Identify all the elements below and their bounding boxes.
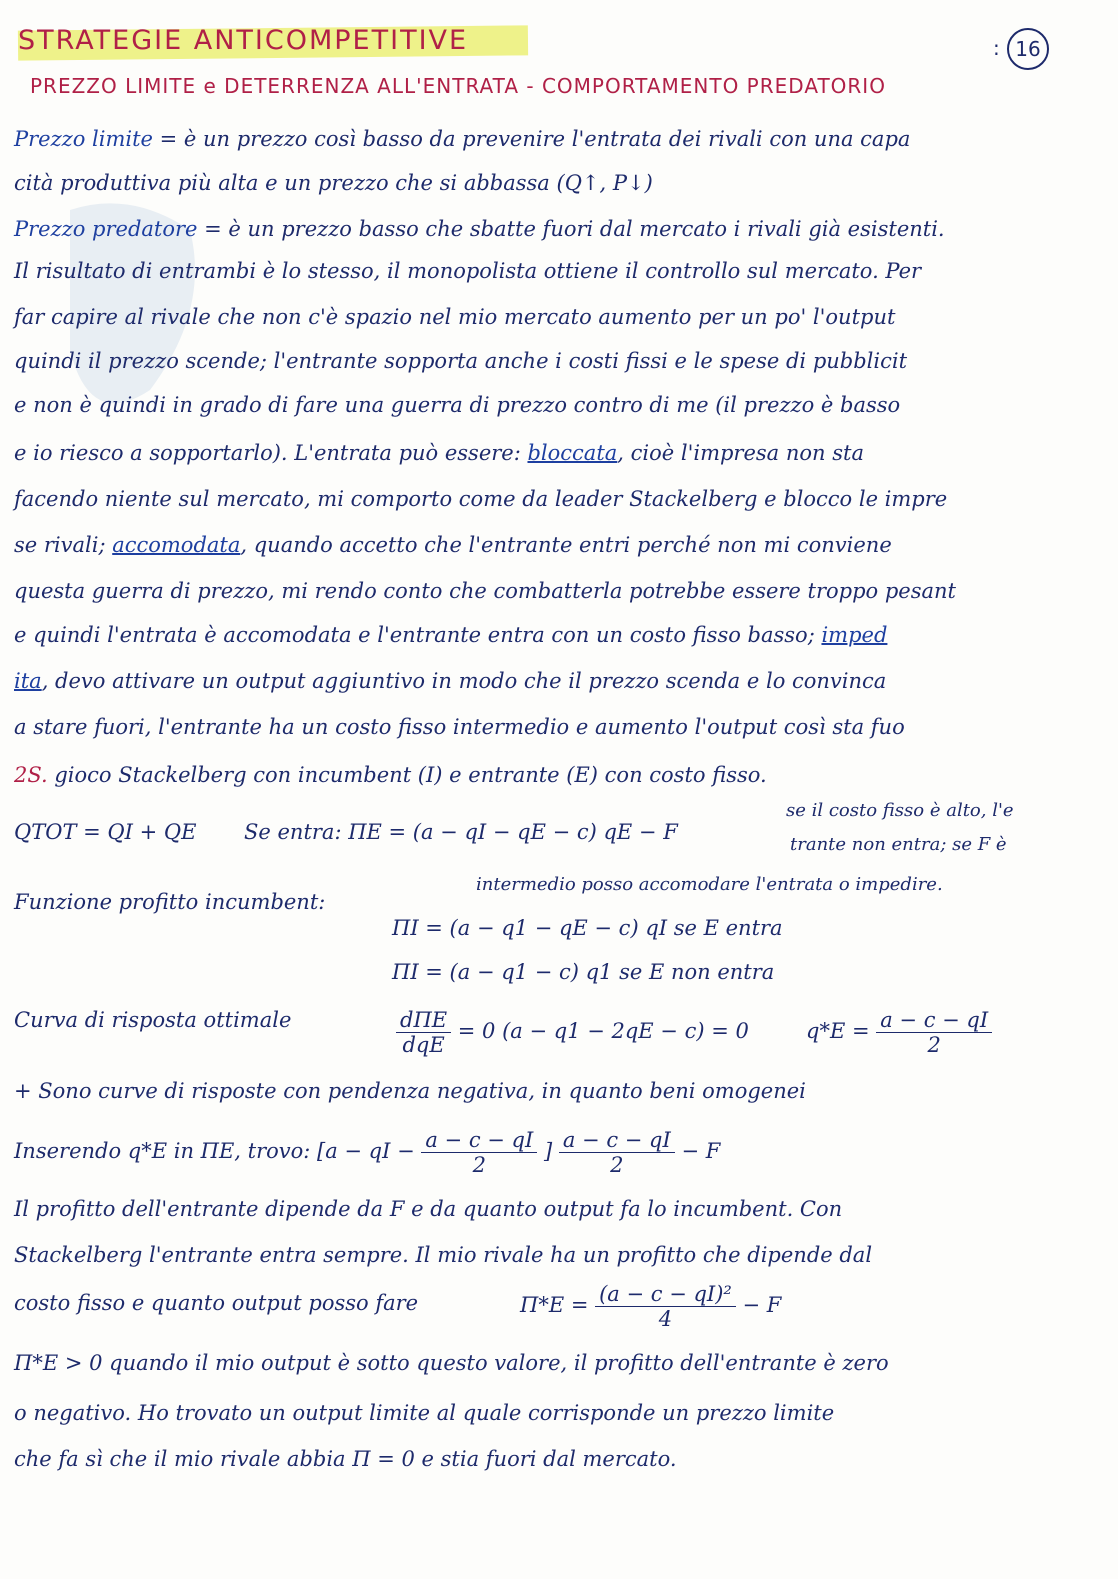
- section2-heading: [14, 762, 767, 788]
- line7-pre: se rivali;: [14, 533, 113, 557]
- entry-bloccata-desc: , cioè l'impresa non sta: [617, 441, 864, 465]
- insertion-formula: [14, 1128, 720, 1177]
- section-subtitle: PREZZO LIMITE e DETERRENZA ALL'ENTRATA - COMPORTAMENTO PREDATORIO: [30, 74, 886, 98]
- para2-line: Il profitto dell'entrante dipende da F e da quanto output fa lo incumbent. Con: [14, 1197, 843, 1221]
- para1-line: [14, 622, 887, 648]
- best-response-formula: [806, 1008, 992, 1057]
- best-den: 2: [927, 1033, 941, 1057]
- foc-derivative: [396, 1008, 451, 1057]
- para1-line: a stare fuori, l'entrante ha un costo fisso intermedio e aumento l'output così sta fuo: [14, 715, 905, 739]
- best-lhs: q*E =: [806, 1019, 870, 1043]
- final-fraction: [595, 1282, 736, 1331]
- para3-line: o negativo. Ho trovato un output limite al quale corrisponde un prezzo limite: [14, 1401, 835, 1425]
- line9-pre: e quindi l'entrata è accomodata e l'entrante entra con un costo fisso basso;: [14, 623, 822, 647]
- foc-formula: [396, 1008, 749, 1057]
- title-block: [18, 18, 468, 56]
- page-title: STRATEGIE ANTICOMPETITIVE: [18, 25, 469, 56]
- insert-frac2: [559, 1128, 675, 1177]
- para1-line: quindi il prezzo scende; l'entrante sopporta anche i costi fissi e le spese di pubblicit: [14, 349, 908, 373]
- def-predatore-line: [14, 216, 945, 242]
- foc-num: dΠE: [396, 1008, 451, 1033]
- insert-mid: ]: [543, 1139, 553, 1163]
- insert-pre: Inserendo q*E in ΠE, trovo: [a − qI −: [14, 1139, 422, 1163]
- entrant-profit-formula: Se entra: ΠE = (a − qI − qE − c) qE − F: [244, 820, 678, 844]
- para1-line: e non è quindi in grado di fare una guerra di prezzo contro di me (il prezzo è basso: [14, 393, 901, 417]
- section2-label: 2S.: [14, 763, 48, 787]
- final-post: − F: [742, 1293, 782, 1317]
- final-lhs: Π*E =: [520, 1293, 589, 1317]
- section2-text: gioco Stackelberg con incumbent (I) e entrante (E) con costo fisso.: [47, 763, 767, 787]
- best-num: a − c − qI: [876, 1008, 992, 1033]
- def-limite-term: Prezzo limite: [14, 127, 153, 151]
- insert-post: − F: [681, 1139, 721, 1163]
- fixed-cost-note-2: trante non entra; se F è: [790, 834, 1007, 855]
- insert-frac-den: 2: [472, 1153, 486, 1177]
- para1-line: questa guerra di prezzo, mi rendo conto che combatterla potrebbe essere troppo pesant: [14, 579, 956, 603]
- foc-den: dqE: [402, 1033, 445, 1057]
- insert-frac: [421, 1128, 537, 1177]
- fixed-cost-note-1: se il costo fisso è alto, l'e: [786, 800, 1014, 821]
- insert-frac-num: a − c − qI: [421, 1128, 537, 1153]
- foc-rest: = 0 (a − q1 − 2qE − c) = 0: [457, 1019, 749, 1043]
- para1-line: facendo niente sul mercato, mi comporto come da leader Stackelberg e blocco le impre: [14, 487, 948, 511]
- para1-line: far capire al rivale che non c'è spazio nel mio mercato aumento per un po' l'output: [14, 305, 896, 329]
- para3-line: Π*E > 0 quando il mio output è sotto questo valore, il profitto dell'entrante è zero: [14, 1351, 889, 1375]
- insert-frac2-num: a − c − qI: [559, 1128, 675, 1153]
- def-limite-text: = è un prezzo così basso da prevenire l'entrata dei rivali con una capa: [152, 127, 911, 151]
- incumbent-profit-label: Funzione profitto incumbent:: [14, 890, 326, 914]
- qtot-formula: QTOT = QI + QE: [14, 820, 197, 844]
- negative-slope-note: + Sono curve di risposte con pendenza negativa, in quanto beni omogenei: [14, 1079, 806, 1103]
- page-number-value: 16: [1007, 28, 1049, 70]
- final-den: 4: [658, 1307, 673, 1331]
- line10-post: , devo attivare un output aggiuntivo in modo che il prezzo scenda e lo convinca: [41, 669, 887, 693]
- final-profit-formula: [520, 1282, 781, 1331]
- def-limite-line2: cità produttiva più alta e un prezzo che si abbassa (Q↑, P↓): [14, 171, 653, 195]
- incumbent-profit-entra: ΠI = (a − q1 − qE − c) qI se E entra: [392, 916, 783, 940]
- final-num: (a − c − qI)²: [595, 1282, 736, 1307]
- entry-impedita-a: imped: [821, 623, 888, 647]
- entry-bloccata: bloccata: [527, 441, 618, 465]
- para2-line: Stackelberg l'entrante entra sempre. Il mio rivale ha un profitto che dipende dal: [14, 1243, 873, 1267]
- def-predatore-term: Prezzo predatore: [14, 217, 198, 241]
- para2-line: costo fisso e quanto output posso fare: [14, 1291, 419, 1315]
- incumbent-profit-non-entra: ΠI = (a − q1 − c) q1 se E non entra: [392, 960, 775, 984]
- def-predatore-text: = è un prezzo basso che sbatte fuori dal mercato i rivali già esistenti.: [197, 217, 945, 241]
- para1-line: [14, 532, 892, 558]
- insert-frac2-den: 2: [610, 1153, 624, 1177]
- line7-post: , quando accetto che l'entrante entri perché non mi conviene: [240, 533, 892, 557]
- fixed-cost-note-3: intermedio posso accomodare l'entrata o impedire.: [476, 874, 943, 895]
- best-response-label: Curva di risposta ottimale: [14, 1008, 292, 1032]
- para1-line: Il risultato di entrambi è lo stesso, il monopolista ottiene il controllo sul mercato. Per: [14, 259, 922, 283]
- best-fraction: [876, 1008, 992, 1057]
- def-limite-line: [14, 126, 910, 152]
- para1-line: [14, 668, 886, 694]
- para1-line: [14, 440, 864, 466]
- para3-line: che fa sì che il mio rivale abbia Π = 0 e stia fuori dal mercato.: [14, 1447, 677, 1471]
- entry-accomodata: accomodata: [112, 533, 241, 557]
- entry-impedita-b: ita: [14, 669, 42, 693]
- para1-line5: e io riesco a sopportarlo). L'entrata può essere:: [14, 441, 528, 465]
- page-number-colon: :: [993, 36, 1000, 60]
